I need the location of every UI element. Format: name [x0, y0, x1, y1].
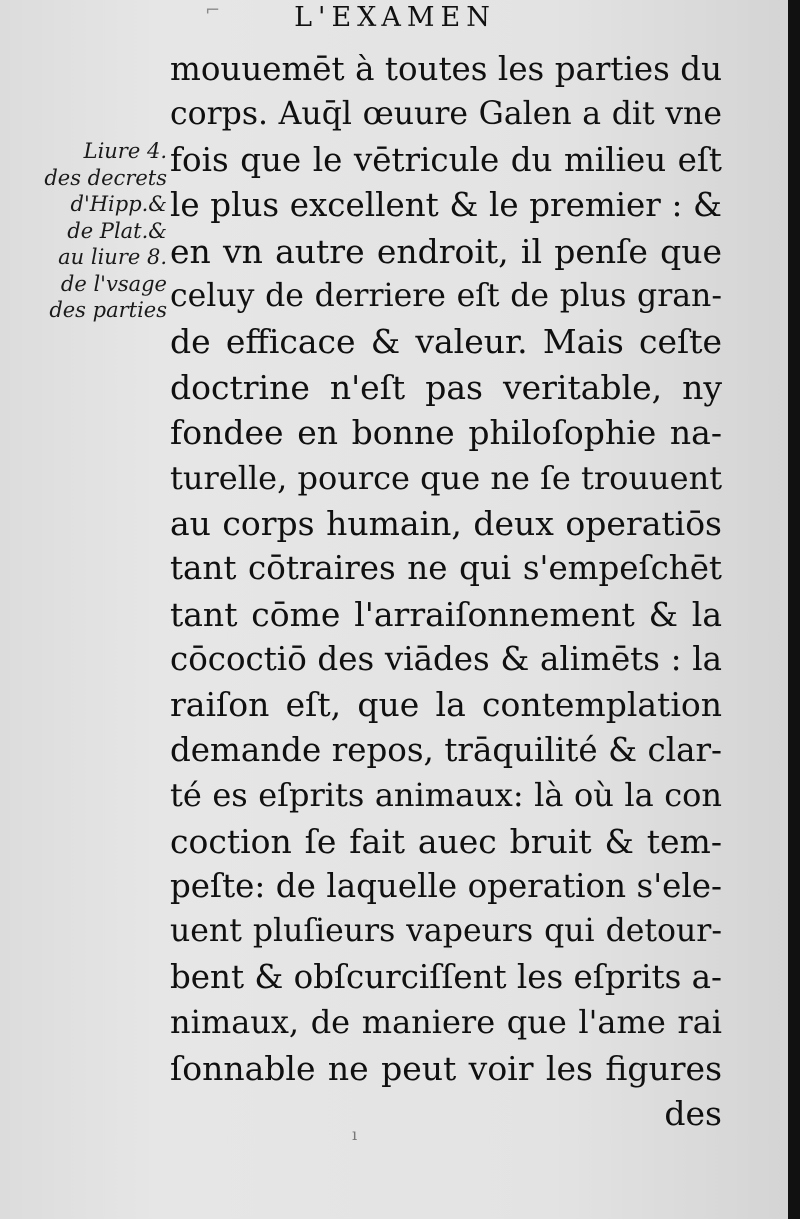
page-edge: [788, 0, 800, 1219]
text-line: nimaux, de maniere que l'ame rai: [170, 1003, 722, 1042]
text-line: té es eſprits animaux: là où la con: [170, 776, 722, 815]
text-line: uent pluſieurs vapeurs qui detour-: [170, 913, 722, 950]
text-line: turelle, pource que ne ſe trouuent: [170, 458, 723, 497]
text-line: ſonnable ne peut voir les figures: [170, 1048, 722, 1088]
text-line: le plus excellent & le premier : &: [170, 186, 722, 225]
text-line: au corps humain, deux operatiōs: [170, 503, 722, 543]
catchword: des: [664, 1093, 722, 1133]
margin-note-line: au liure 8.: [58, 245, 167, 269]
margin-note-line: de Plat.&: [67, 218, 167, 243]
text-line: fois que le vētricule du milieu eſt: [170, 140, 722, 179]
text-line: raiſon eſt, que la contemplation: [170, 685, 722, 725]
margin-note-line: d'Hipp.&: [70, 192, 167, 216]
ink-speck: ı: [352, 1125, 358, 1144]
corner-mark: ⌐: [205, 0, 221, 21]
text-line: tant cōtraires ne qui s'empeſchēt: [170, 549, 722, 588]
text-line: celuy de derriere eſt de plus gran-: [170, 277, 722, 314]
margin-note-line: des parties: [49, 298, 167, 322]
margin-note-line: des decrets: [44, 165, 167, 190]
text-line: fondee en bonne philoſophie na-: [170, 413, 722, 453]
margin-note-line: Liure 4.: [83, 139, 167, 163]
body-text: [170, 47, 722, 1136]
text-line: coction ſe fait auec bruit & tem-: [170, 821, 722, 861]
text-line: demande repos, trāquilité & clar-: [170, 730, 722, 769]
margin-note: [12, 138, 167, 324]
running-head: L'EXAMEN: [294, 2, 496, 33]
text-line: bent & obſcurciſſent les eſprits a-: [170, 957, 722, 996]
text-line: de efficace & valeur. Mais ceſte: [170, 322, 722, 362]
text-line: mouuemēt à toutes les parties du: [170, 50, 722, 88]
text-line: doctrine n'eſt pas veritable, ny: [170, 367, 722, 407]
margin-note-line: de l'vsage: [60, 271, 167, 296]
text-line: cōcoctiō des viādes & alimēts : la: [170, 640, 722, 679]
text-line: corps. Auq̄l œuure Galen a dit vne: [170, 96, 722, 133]
text-line: peſte: de laquelle operation s'ele-: [170, 867, 722, 906]
text-line: en vn autre endroit, il penſe que: [170, 231, 722, 271]
text-line: tant cōme l'arraiſonnement & la: [170, 594, 722, 634]
